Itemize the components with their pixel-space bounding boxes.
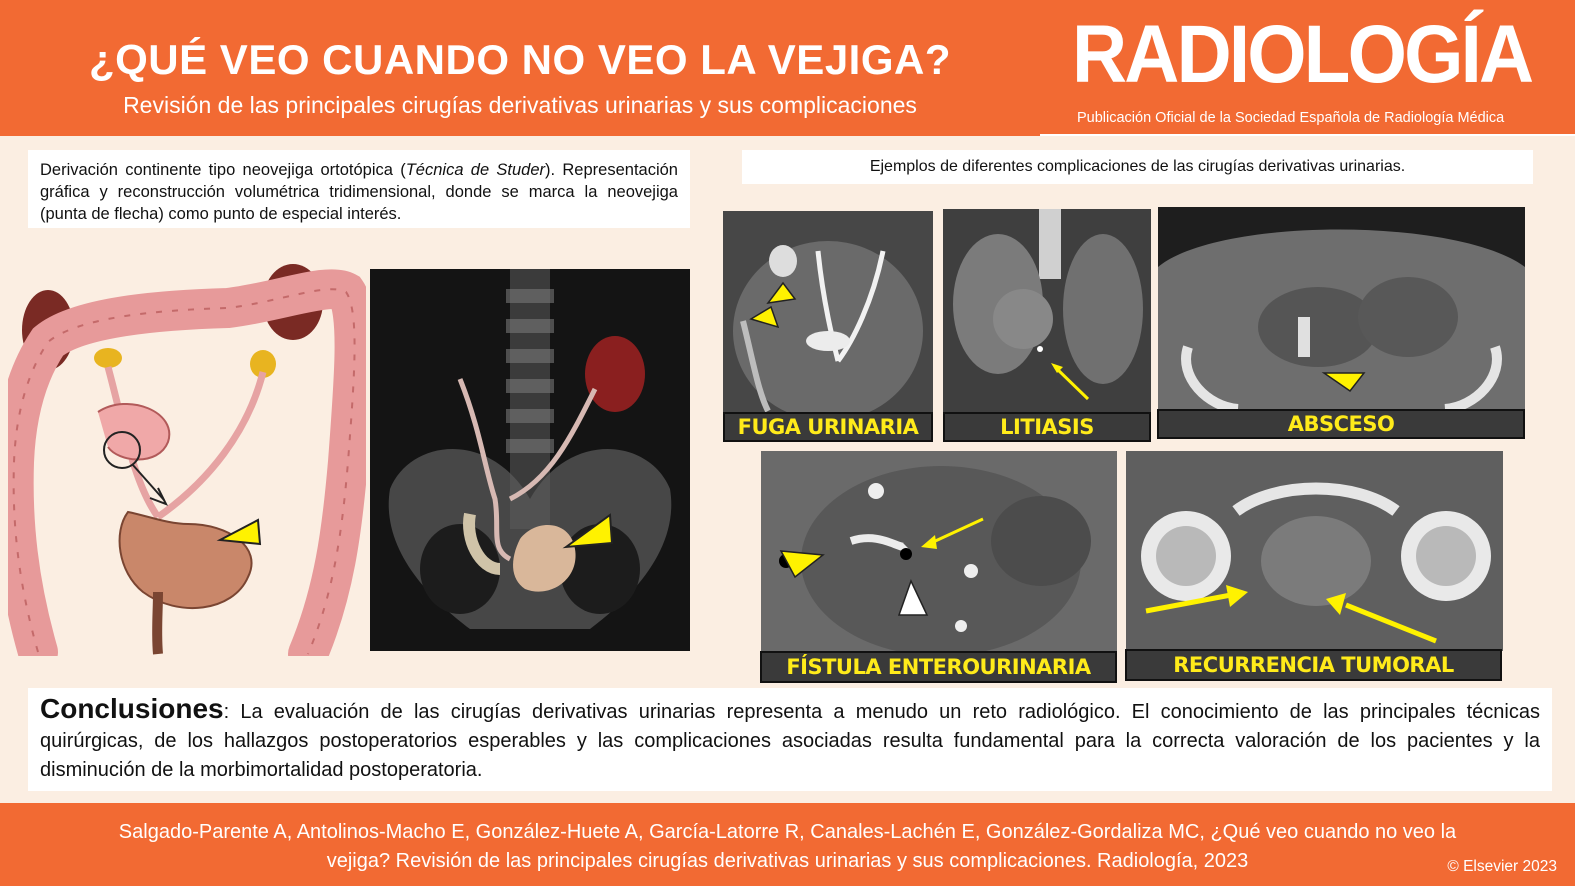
description-technique-name: Técnica de Studer xyxy=(405,161,546,179)
volumetric-reconstruction-image xyxy=(370,269,690,651)
complications-heading: Ejemplos de diferentes complicaciones de las cirugías derivativas urinarias. xyxy=(742,150,1533,184)
ct-image-abscess xyxy=(1158,207,1525,409)
ct-image-tumor-recurrence xyxy=(1126,451,1503,651)
citation xyxy=(0,818,1575,876)
label-enterourinary-fistula: FÍSTULA ENTEROURINARIA xyxy=(760,651,1117,683)
header-banner xyxy=(0,0,1575,136)
citation-line-1: Salgado-Parente A, Antolinos-Macho E, González-Huete A, García-Latorre R, Canales-Lachén E, González-Gordaliza MC, ¿Qué veo cuando no veo la xyxy=(118,821,1457,843)
footer-banner xyxy=(0,803,1575,886)
conclusions-text: : La evaluación de las cirugías derivativas urinarias representa a menudo un reto radiológico. El conocimiento de las principales técnicas quirúrgicas, de los hallazgos postoperatorios esperables y las complicaciones asociadas resulta fundamental para la correcta valoración de los pacientes y la disminución de la morbimortalidad postoperatoria. xyxy=(40,701,1540,781)
label-tumor-recurrence: RECURRENCIA TUMORAL xyxy=(1125,649,1502,681)
description-text-2: ). Representación gráfica y reconstrucción volumétrica tridimensional, donde se marca la neovejiga (punta de flecha) como punto de especial interés. xyxy=(40,161,678,223)
description-text-1: Derivación continente tipo neovejiga ortotópica ( xyxy=(40,161,406,179)
conclusions-heading: Conclusiones xyxy=(40,693,224,724)
ct-image-urinary-leak xyxy=(723,211,933,413)
ct-image-enterourinary-fistula xyxy=(761,451,1117,651)
copyright: © Elsevier 2023 xyxy=(1447,858,1557,875)
logo-divider xyxy=(1040,134,1575,136)
label-urinary-leak: FUGA URINARIA xyxy=(723,412,933,442)
citation-line-2: vejiga? Revisión de las principales cirugías derivativas urinarias y sus complicaciones. Radiología, 2023 xyxy=(326,850,1249,872)
journal-logo-subtitle: Publicación Oficial de la Sociedad Española de Radiología Médica xyxy=(1077,110,1505,126)
studer-illustration xyxy=(8,262,366,656)
journal-logo: RADIOLOGÍA xyxy=(1072,9,1532,100)
label-abscess: ABSCESO xyxy=(1157,409,1525,439)
ct-image-lithiasis xyxy=(943,209,1151,413)
conclusions-box xyxy=(28,688,1552,791)
page-subtitle: Revisión de las principales cirugías derivativas urinarias y sus complicaciones xyxy=(123,92,917,118)
technique-description xyxy=(28,150,690,228)
label-lithiasis: LITIASIS xyxy=(943,412,1151,442)
page-title: ¿QUÉ VEO CUANDO NO VEO LA VEJIGA? xyxy=(88,36,952,83)
